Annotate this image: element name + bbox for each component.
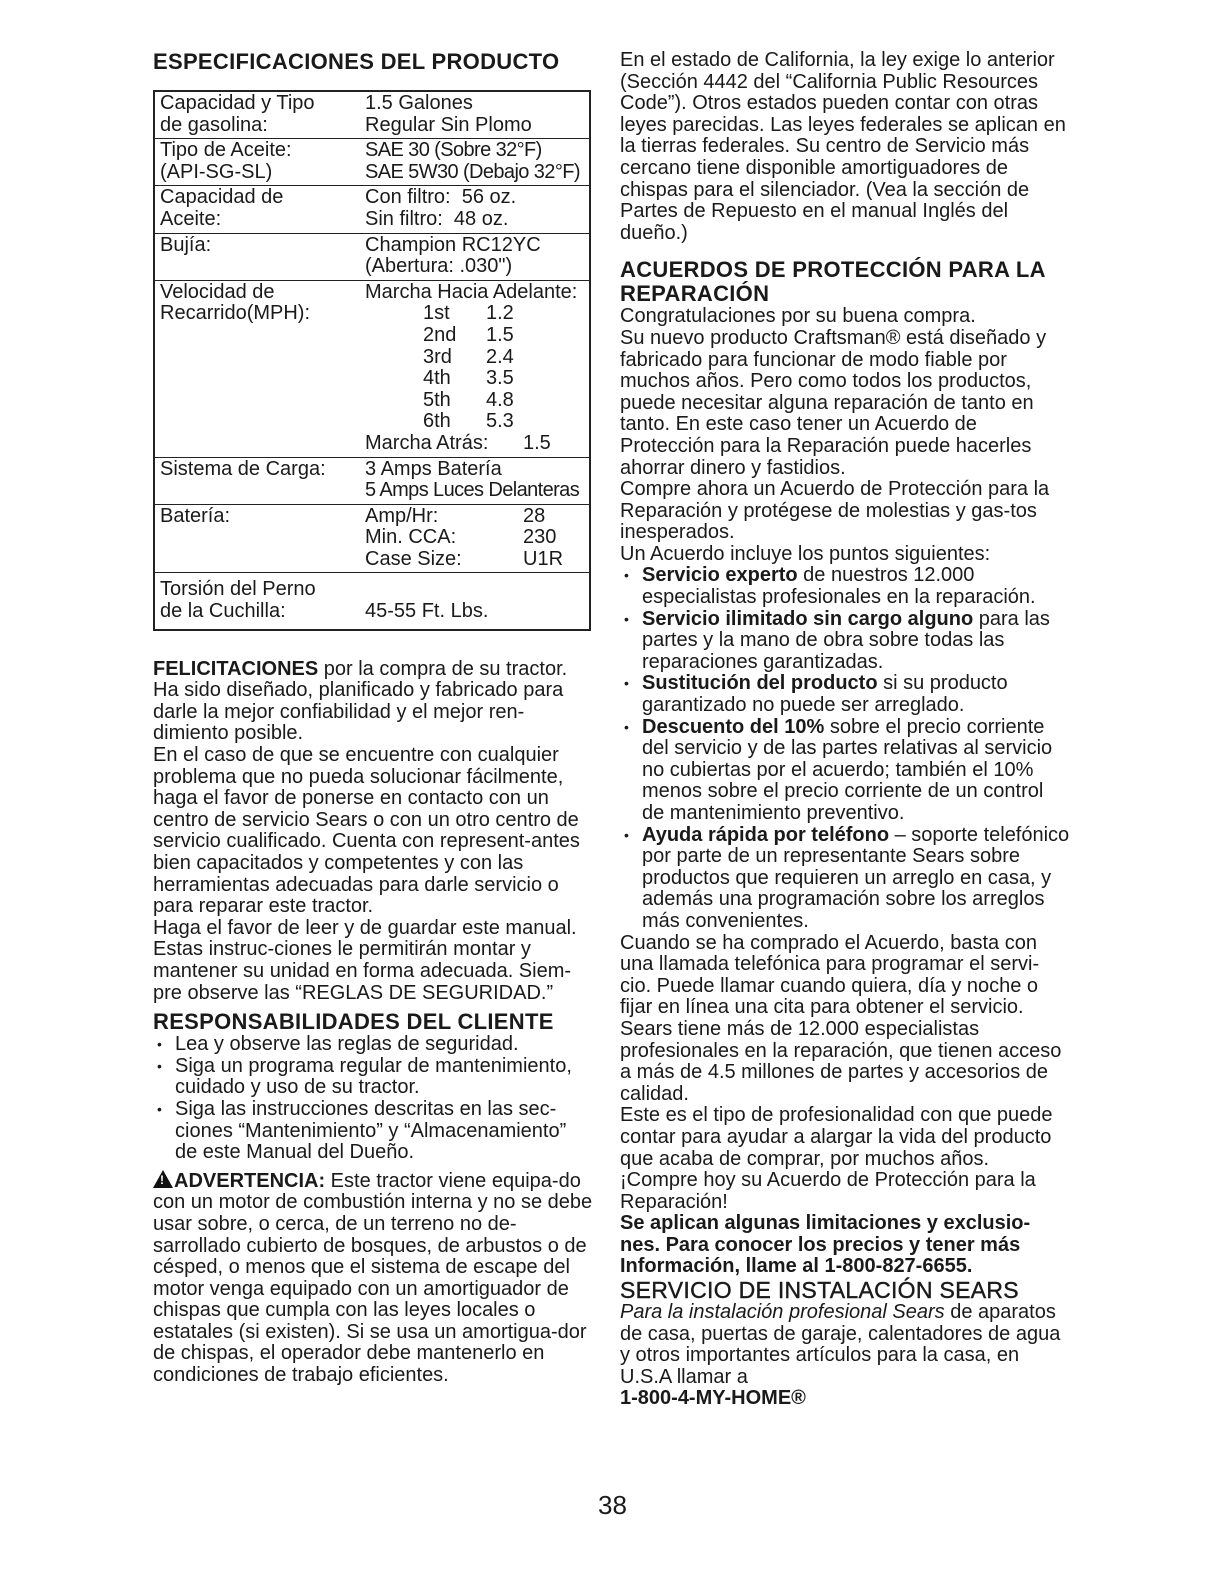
spec-value: Regular Sin Plomo: [365, 113, 532, 136]
warning-icon: [153, 1170, 173, 1188]
gear-row: 4th 3.5: [423, 367, 514, 390]
table-row: [154, 280, 590, 457]
spec-key: Sistema de Carga:: [160, 457, 326, 480]
spec-value: 5 Amps Luces Delanteras: [365, 479, 580, 502]
section-title: ACUERDOS DE PROTECCIÓN PARA LA REPARACIÓN: [620, 257, 1045, 307]
section-title: SERVICIO DE INSTALACIÓN SEARS: [620, 1277, 1019, 1304]
spec-key: Bujía:: [160, 233, 212, 256]
spec-key: de la Cuchilla:: [160, 600, 286, 623]
spec-value: SAE 5W30 (Debajo 32°F): [365, 160, 580, 183]
spec-value: (Abertura: .030"): [365, 255, 513, 278]
spec-key: Torsión del Perno: [160, 578, 316, 601]
congrats-paragraph: FELICITACIONES por la compra de su tractor. Ha sido diseñado, planificado y fabricado para darle la mejor confiabilidad y el mejor ren-dimiento posible.: [153, 657, 568, 745]
table-row: [154, 504, 590, 573]
reverse-row: Marcha Atrás: 1.5: [365, 431, 551, 454]
right-column: [620, 50, 1070, 1410]
list-item: • Siga las instrucciones descritas en las sec-ciones “Mantenimiento” y “Almacenamiento” de este Manual del Dueño.: [153, 1099, 593, 1164]
battery-row: Min. CCA: 230: [365, 526, 557, 549]
warning-paragraph: !ADVERTENCIA: Este tractor viene equipa-do con un motor de combustión interna y no se debe usar sobre, o cerca, de un terreno no de-sarrollado cubierto de bosques, de arbustos o de césped, o menos que el sistema de escape del motor venga equipado con un amortiguador de chispas que cumpla con las leyes locales o estatales (si existen). Si se usa un amortigua-dor de chispas, el operador debe mantenerlo en condiciones de trabajo eficientes.: [153, 1170, 593, 1387]
gear-row: 6th 5.3: [423, 410, 514, 433]
body-paragraph: Cuando se ha comprado el Acuerdo, basta con una llamada telefónica para programar el servi-cio. Puede llamar cuando quiera, día y noche o fijar en línea una cita para obtener el servicio. Sears tiene más de 12.000 especialistas profesionales en la reparación, que tienen acceso a más de 4.5 millones de partes y accesorios de calidad.: [620, 931, 1062, 1105]
battery-row: Amp/Hr: 28: [365, 504, 546, 527]
left-column: [153, 50, 593, 1387]
spec-value: 1.5 Galones: [365, 92, 473, 114]
install-phone: 1-800-4-MY-HOME®: [620, 1387, 806, 1410]
gear-row: 1st 1.2: [423, 302, 514, 325]
spec-key: Recarrido(MPH):: [160, 302, 311, 325]
spec-key: Aceite:: [160, 207, 222, 230]
battery-row: Case Size: U1R: [365, 547, 564, 570]
body-paragraph: Haga el favor de leer y de guardar este manual. Estas instruc-ciones le permitirán montar y mantener su unidad en forma adecuada. Siem-pre observe las “REGLAS DE SEGURIDAD.”: [153, 916, 577, 1004]
spec-key: Capacidad de: [160, 186, 284, 209]
list-item: • Sustitución del producto si su producto garantizado no puede ser arreglado.: [620, 673, 1070, 716]
spec-value: 3 Amps Batería: [365, 457, 502, 480]
body-paragraph: En el caso de que se encuentre con cualquier problema que no pueda solucionar fácilmente, haga el favor de ponerse en contacto con un centro de servicio Sears o con un otro centro de servicio cualificado. Cuenta con represent-antes bien capacitados y competentes y con las herramientas adecuadas para darle servicio o para reparar este tractor.: [153, 744, 580, 918]
spec-value: Sin filtro: 48 oz.: [365, 207, 509, 230]
body-paragraph: Su nuevo producto Craftsman® está diseñado y fabricado para funcionar de modo fiable por muchos años. Pero como todos los productos, puede necesitar alguna reparación de tanto en tanto. En este caso tener un Acuerdo de Protección para la Reparación puede hacerles ahorrar dinero y fastidios.: [620, 326, 1047, 479]
list-item: • Siga un programa regular de mantenimiento, cuidado y uso de su tractor.: [153, 1056, 593, 1099]
gear-row: 2nd 1.5: [423, 323, 514, 346]
spec-key: Batería:: [160, 504, 231, 527]
list-item: • Lea y observe las reglas de seguridad.: [153, 1034, 593, 1056]
list-item: • Servicio ilimitado sin cargo alguno para las partes y la mano de obra sobre todas las reparaciones garantizadas.: [620, 609, 1070, 674]
table-row: [154, 573, 590, 630]
body-paragraph: Compre ahora un Acuerdo de Protección para la Reparación y protégese de molestias y gas-tos inesperados.: [620, 478, 1050, 544]
list-item: • Descuento del 10% sobre el precio corriente del servicio y de las partes relativas al servicio no cubiertas por el acuerdo; también el 10% menos sobre el precio corriente de un control de mantenimiento preventivo.: [620, 717, 1070, 825]
list-item: • Servicio experto de nuestros 12.000 especialistas profesionales en la reparación.: [620, 565, 1070, 608]
install-paragraph: Para la instalación profesional Sears de aparatos de casa, puertas de garaje, calentadores de agua y otros importantes artículos para la casa, en U.S.A llamar a 1-800-4-MY-HOME®: [620, 1301, 1061, 1410]
body-paragraph: Un Acuerdo incluye los puntos siguientes:: [620, 542, 991, 565]
spec-value: Con filtro: 56 oz.: [365, 186, 517, 209]
spec-key: Tipo de Aceite:: [160, 139, 292, 162]
gear-row: 3rd 2.4: [423, 345, 514, 368]
limitations-paragraph: Se aplican algunas limitaciones y exclusio-nes. Para conocer los precios y tener más Información, llame al 1-800-827-6655.: [620, 1212, 1031, 1278]
spec-title: ESPECIFICACIONES DEL PRODUCTO: [153, 49, 560, 74]
section-title: RESPONSABILIDADES DEL CLIENTE: [153, 1009, 554, 1035]
spec-key: Velocidad de: [160, 280, 275, 303]
spec-key: de gasolina:: [160, 113, 268, 136]
spec-key: (API-SG-SL): [160, 160, 273, 183]
agreement-list: [620, 565, 1070, 932]
spec-value: SAE 30 (Sobre 32°F): [365, 139, 542, 162]
table-row: [154, 139, 590, 186]
spec-table: [153, 90, 591, 631]
spec-value: Champion RC12YC: [365, 233, 541, 256]
responsibilities-list: [153, 1034, 593, 1164]
spec-key: Capacidad y Tipo: [160, 92, 315, 114]
gear-row: 5th 4.8: [423, 388, 514, 411]
body-paragraph: Congratulaciones por su buena compra.: [620, 305, 976, 328]
spec-value: 45-55 Ft. Lbs.: [365, 600, 489, 623]
table-row: [154, 91, 590, 139]
body-paragraph: En el estado de California, la ley exige lo anterior (Sección 4442 del “California Public Resources Code”). Otros estados pueden contar con otras leyes parecidas. Las leyes federales se aplican en la tierras federales. Su centro de Servicio más cercano tiene disponible amortiguadores de chispas para el silenciador. (Vea la sección de Partes de Repuesto en el manual Inglés del dueño.): [620, 49, 1066, 244]
body-paragraph: Este es el tipo de profesionalidad con que puede contar para ayudar a alargar la vida del producto que acaba de comprar, por muchos años. ¡Compre hoy su Acuerdo de Protección para la Reparación!: [620, 1104, 1053, 1213]
table-row: [154, 457, 590, 504]
spec-value: Marcha Hacia Adelante:: [365, 280, 578, 303]
page-number: 38: [598, 1490, 627, 1520]
table-row: [154, 233, 590, 280]
table-row: [154, 186, 590, 233]
list-item: • Ayuda rápida por teléfono – soporte telefónico por parte de un representante Sears sobre productos que requieren un arreglo en casa, y además una programación sobre los arreglos más convenientes.: [620, 825, 1070, 933]
